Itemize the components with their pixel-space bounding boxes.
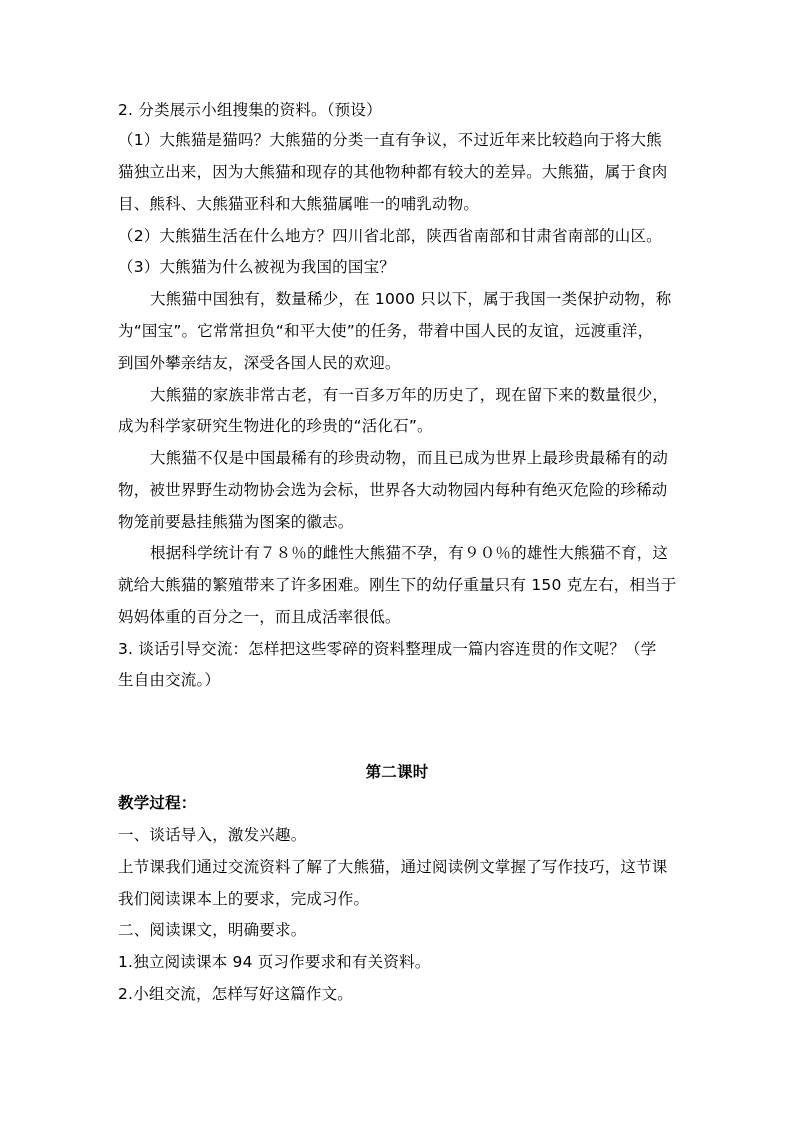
paragraph-3-line-2: 物，被世界野生动物协会选为会标，世界各大动物园内每种有绝灭危险的珍稀动 bbox=[118, 481, 668, 499]
paragraph-1-line-3: 到国外攀亲结友，深受各国人民的欢迎。 bbox=[118, 354, 401, 372]
teaching-process-label: 教学过程： bbox=[118, 794, 197, 812]
question-1-line-2: 猫独立出来，因为大熊猫和现存的其他物种都有较大的差异。大熊猫，属于食肉 bbox=[118, 163, 668, 181]
question-2: （2）大熊猫生活在什么地方？四川省北部，陕西省南部和甘肃省南部的山区。 bbox=[118, 227, 662, 245]
paragraph-1-line-1: 大熊猫中国独有，数量稀少，在 1000 只以下，属于我国一类保护动物，称 bbox=[150, 290, 672, 308]
paragraph-1-line-2: 为“国宝”。它常常担负“和平大使”的任务，带着中国人民的友谊，远渡重洋， bbox=[118, 322, 654, 340]
step-1-text-line-2: 我们阅读课本上的要求，完成习作。 bbox=[118, 890, 370, 908]
step-2-item-2: 2.小组交流，怎样写好这篇作文。 bbox=[118, 985, 353, 1003]
question-3: （3）大熊猫为什么被视为我国的国宝？ bbox=[118, 258, 395, 276]
lesson-title: 第二课时 bbox=[365, 763, 429, 781]
paragraph-4-line-2: 就给大熊猫的繁殖带来了许多困难。刚生下的幼仔重量只有 150 克左右，相当于 bbox=[118, 576, 677, 594]
item-3-line-2: 生自由交流。） bbox=[118, 671, 221, 689]
paragraph-3-line-3: 物笼前要悬挂熊猫为图案的徽志。 bbox=[118, 513, 354, 531]
paragraph-2-line-1: 大熊猫的家族非常古老，有一百多万年的历史了，现在留下来的数量很少， bbox=[150, 386, 669, 404]
paragraph-4-line-1: 根据科学统计有７８％的雌性大熊猫不孕，有９０％的雄性大熊猫不育，这 bbox=[150, 544, 669, 562]
step-1-heading: 一、谈话导入，激发兴趣。 bbox=[118, 826, 307, 844]
step-2-item-1: 1.独立阅读课本 94 页习作要求和有关资料。 bbox=[118, 953, 431, 971]
step-1-text-line-1: 上节课我们通过交流资料了解了大熊猫，通过阅读例文掌握了写作技巧，这节课 bbox=[118, 858, 668, 876]
section-heading: 2. 分类展示小组搜集的资料。（预设） bbox=[118, 101, 382, 119]
question-1-line-1: （1）大熊猫是猫吗？大熊猫的分类一直有争议，不过近年来比较趋向于将大熊 bbox=[118, 131, 662, 149]
item-3-line-1: 3. 谈话引导交流：怎样把这些零碎的资料整理成一篇内容连贯的作文呢？（学 bbox=[118, 640, 657, 658]
step-2-heading: 二、阅读课文，明确要求。 bbox=[118, 921, 307, 939]
paragraph-4-line-3: 妈妈体重的百分之一，而且成活率很低。 bbox=[118, 608, 401, 626]
paragraph-2-line-2: 成为科学家研究生物进化的珍贵的“活化石”。 bbox=[118, 417, 433, 435]
question-1-line-3: 目、熊科、大熊猫亚科和大熊猫属唯一的哺乳动物。 bbox=[118, 195, 480, 213]
paragraph-3-line-1: 大熊猫不仅是中国最稀有的珍贵动物，而且已成为世界上最珍贵最稀有的动 bbox=[150, 449, 669, 467]
